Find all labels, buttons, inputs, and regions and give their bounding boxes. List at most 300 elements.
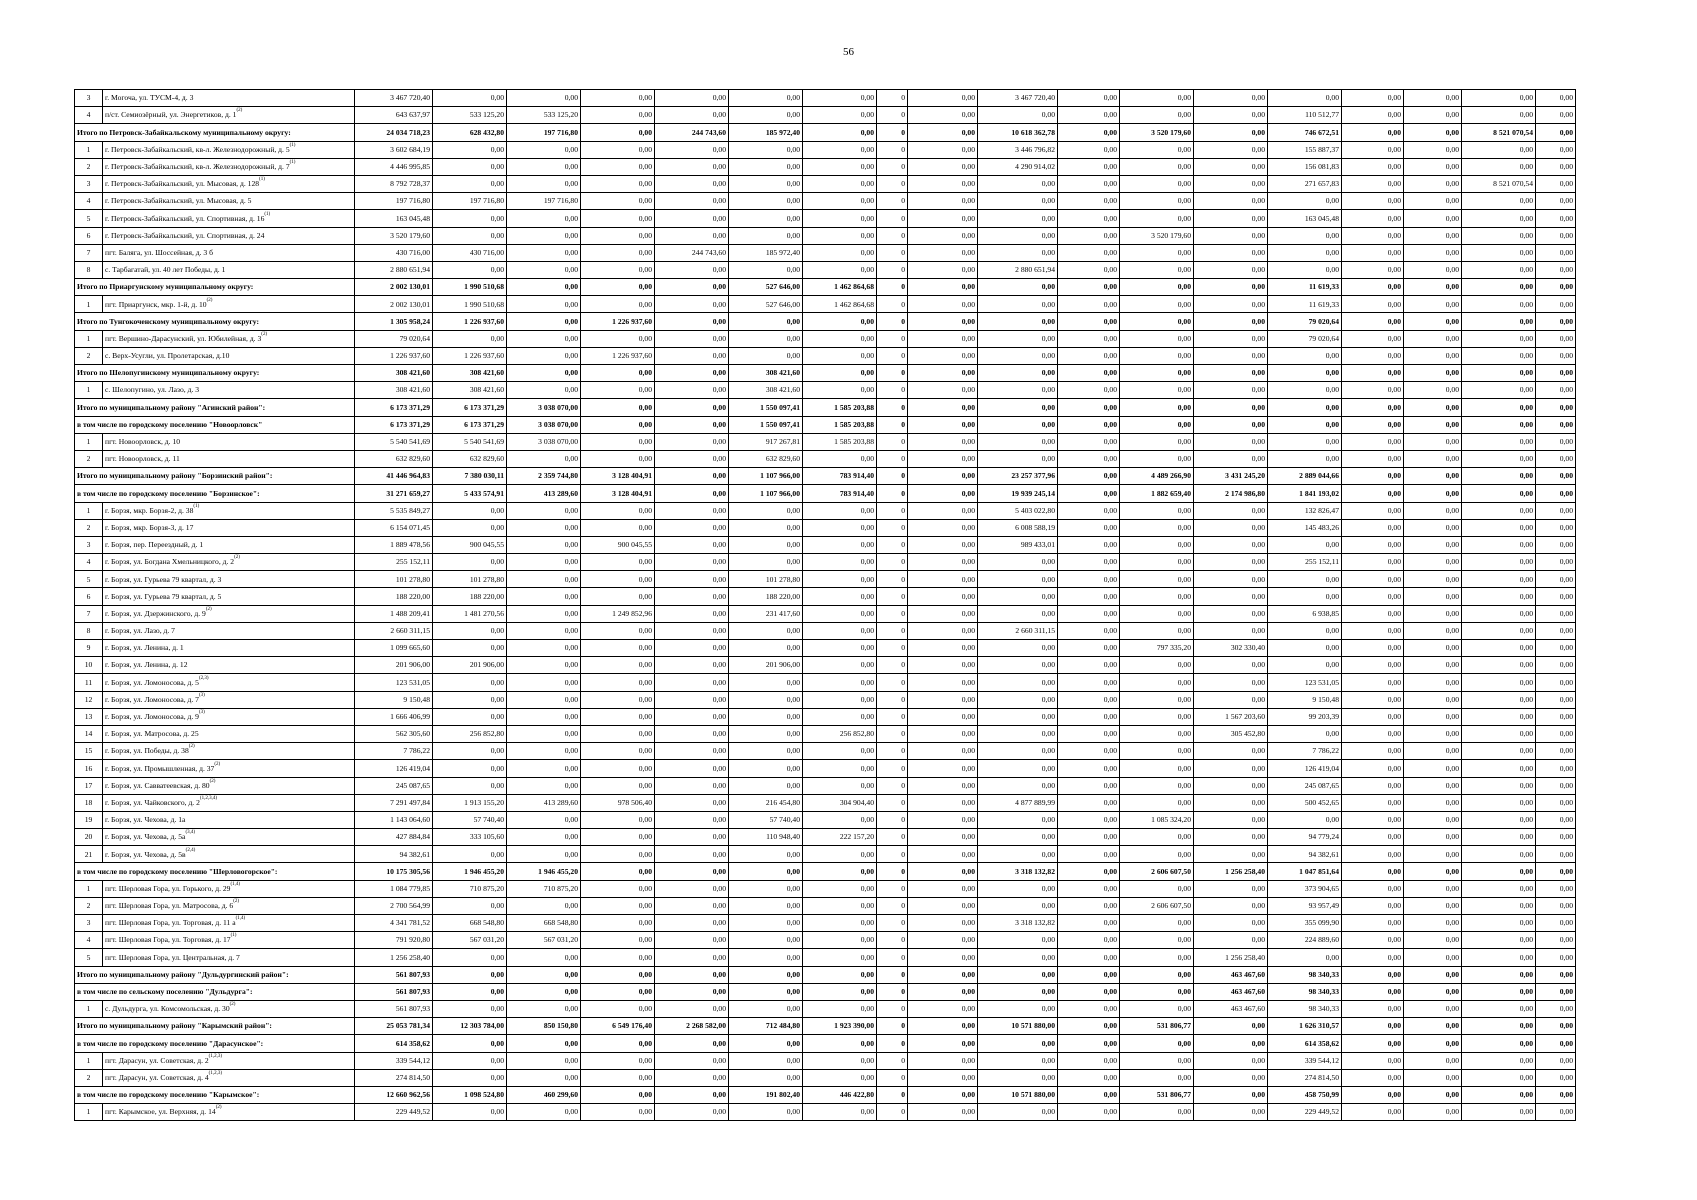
amount-cell: 0,00 [729, 949, 803, 966]
amount-cell: 0,00 [1058, 347, 1120, 364]
amount-cell: 0,00 [655, 880, 729, 897]
table-row [75, 605, 1576, 622]
table-row [75, 193, 1576, 210]
footnote-marker: (1) [193, 503, 200, 509]
amount-cell: 0,00 [1194, 691, 1268, 708]
amount-cell: 3 318 132,82 [978, 863, 1058, 880]
amount-cell: 244 743,60 [655, 244, 729, 261]
amount-cell: 0 [877, 880, 908, 897]
amount-cell: 0,00 [908, 313, 978, 330]
amount-cell: 0,00 [581, 330, 655, 347]
amount-cell: 0,00 [655, 261, 729, 278]
amount-cell: 93 957,49 [1268, 897, 1342, 914]
amount-cell: 0 [877, 1035, 908, 1052]
table-row [75, 296, 1576, 313]
amount-cell: 0,00 [1194, 811, 1268, 828]
amount-cell: 304 904,40 [803, 794, 877, 811]
amount-cell: 0,00 [1404, 244, 1462, 261]
amount-cell: 0,00 [1194, 433, 1268, 450]
amount-cell: 0,00 [1404, 983, 1462, 1000]
address-text: г. Борзя, ул. Гурьева 79 квартал, д. 5 [105, 591, 222, 601]
amount-cell: 0,00 [1536, 949, 1576, 966]
amount-cell: 216 454,80 [729, 794, 803, 811]
amount-cell: 0,00 [908, 708, 978, 725]
amount-cell: 0,00 [1404, 227, 1462, 244]
amount-cell: 567 031,20 [433, 932, 507, 949]
address-text: г. Петровск-Забайкальский, кв-л. Железнодорожный, д. 5 [105, 144, 290, 154]
amount-cell: 0 [877, 571, 908, 588]
address-text: г. Борзя, мкр. Борзя-3, д. 17 [105, 522, 194, 532]
amount-cell: 0,00 [1342, 777, 1404, 794]
amount-cell: 0,00 [507, 708, 581, 725]
amount-cell: 0,00 [1536, 468, 1576, 485]
amount-cell: 0,00 [978, 227, 1058, 244]
amount-cell: 0 [877, 932, 908, 949]
amount-cell: 797 335,20 [1120, 640, 1194, 657]
amount-cell: 2 002 130,01 [355, 279, 433, 296]
amount-cell: 0,00 [655, 536, 729, 553]
amount-cell: 463 467,60 [1194, 1000, 1268, 1017]
amount-cell: 0,00 [803, 1052, 877, 1069]
amount-cell: 0,00 [1194, 90, 1268, 107]
amount-cell: 0 [877, 433, 908, 450]
amount-cell: 0,00 [1268, 382, 1342, 399]
amount-cell: 0,00 [978, 588, 1058, 605]
subtotal-row [75, 1018, 1576, 1035]
amount-cell: 0,00 [803, 141, 877, 158]
amount-cell: 0,00 [1058, 416, 1120, 433]
amount-cell: 98 340,33 [1268, 1000, 1342, 1017]
amount-cell: 12 303 784,00 [433, 1018, 507, 1035]
amount-cell: 0,00 [1342, 674, 1404, 691]
amount-cell: 0,00 [1462, 210, 1536, 227]
amount-cell: 0,00 [908, 880, 978, 897]
amount-cell: 274 814,50 [355, 1069, 433, 1086]
amount-cell: 3 467 720,40 [978, 90, 1058, 107]
amount-cell: 0,00 [1462, 1086, 1536, 1103]
amount-cell: 0,00 [978, 811, 1058, 828]
amount-cell: 0,00 [433, 519, 507, 536]
amount-cell: 0,00 [1268, 450, 1342, 467]
amount-cell: 0,00 [1536, 416, 1576, 433]
amount-cell: 0,00 [1194, 1052, 1268, 1069]
amount-cell: 0,00 [978, 1052, 1058, 1069]
amount-cell: 201 906,00 [729, 657, 803, 674]
amount-cell: 0,00 [1404, 175, 1462, 192]
amount-cell: 0,00 [1120, 725, 1194, 742]
amount-cell: 163 045,48 [1268, 210, 1342, 227]
row-index: 1 [75, 1052, 103, 1069]
amount-cell: 244 743,60 [655, 124, 729, 141]
amount-cell: 632 829,60 [355, 450, 433, 467]
amount-cell: 0,00 [1194, 1104, 1268, 1121]
amount-cell: 0,00 [908, 107, 978, 124]
amount-cell: 0 [877, 760, 908, 777]
amount-cell: 0,00 [1058, 915, 1120, 932]
row-index: 8 [75, 622, 103, 639]
amount-cell: 0,00 [1536, 210, 1576, 227]
footnote-marker: (1) [289, 142, 296, 148]
amount-cell: 0,00 [1462, 571, 1536, 588]
amount-cell: 0,00 [1058, 983, 1120, 1000]
address-text: г. Борзя, ул. Ломоносова, д. 7 [105, 694, 199, 704]
amount-cell: 25 053 781,34 [355, 1018, 433, 1035]
amount-cell: 1 841 193,02 [1268, 485, 1342, 502]
table-row [75, 1052, 1576, 1069]
amount-cell: 0,00 [1194, 760, 1268, 777]
amount-cell: 0,00 [1268, 399, 1342, 416]
amount-cell: 1 226 937,60 [355, 347, 433, 364]
amount-cell: 0,00 [1268, 657, 1342, 674]
row-index: 10 [75, 657, 103, 674]
footnote-marker: (3,4) [185, 830, 196, 836]
amount-cell: 0,00 [1058, 227, 1120, 244]
row-index: 13 [75, 708, 103, 725]
amount-cell: 0,00 [1268, 227, 1342, 244]
amount-cell: 2 268 582,00 [655, 1018, 729, 1035]
amount-cell: 0,00 [908, 983, 978, 1000]
amount-cell: 0,00 [655, 1035, 729, 1052]
amount-cell: 4 489 266,90 [1120, 468, 1194, 485]
amount-cell: 0,00 [1462, 347, 1536, 364]
amount-cell: 0,00 [1536, 175, 1576, 192]
amount-cell: 0,00 [1536, 90, 1576, 107]
amount-cell: 11 619,33 [1268, 279, 1342, 296]
amount-cell: 0,00 [978, 829, 1058, 846]
amount-cell: 0,00 [978, 760, 1058, 777]
amount-cell: 0,00 [433, 674, 507, 691]
amount-cell: 8 521 070,54 [1462, 175, 1536, 192]
amount-cell: 0 [877, 863, 908, 880]
amount-cell: 0,00 [1342, 1104, 1404, 1121]
amount-cell: 245 087,65 [1268, 777, 1342, 794]
amount-cell: 917 267,81 [729, 433, 803, 450]
amount-cell: 0,00 [1058, 966, 1120, 983]
amount-cell: 0,00 [803, 210, 877, 227]
amount-cell: 0,00 [1194, 347, 1268, 364]
amount-cell: 188 220,00 [729, 588, 803, 605]
amount-cell: 0,00 [581, 777, 655, 794]
amount-cell: 0,00 [803, 382, 877, 399]
amount-cell: 0,00 [507, 897, 581, 914]
amount-cell: 0,00 [507, 313, 581, 330]
amount-cell: 1 585 203,88 [803, 416, 877, 433]
amount-cell: 5 540 541,69 [355, 433, 433, 450]
row-index: 5 [75, 949, 103, 966]
amount-cell: 0,00 [908, 210, 978, 227]
amount-cell: 0,00 [908, 949, 978, 966]
address-cell [103, 1069, 355, 1086]
amount-cell: 0,00 [1462, 141, 1536, 158]
amount-cell: 0,00 [1404, 365, 1462, 382]
amount-cell: 0,00 [581, 279, 655, 296]
table-row [75, 829, 1576, 846]
amount-cell: 0,00 [908, 691, 978, 708]
table-row [75, 949, 1576, 966]
amount-cell: 900 045,55 [581, 536, 655, 553]
subtotal-label: в том числе по городскому поселению "Карымское": [75, 1086, 355, 1103]
footnote-marker: (1) [259, 177, 265, 183]
amount-cell: 2 889 044,66 [1268, 468, 1342, 485]
amount-cell: 0,00 [1342, 605, 1404, 622]
amount-cell: 0,00 [1194, 365, 1268, 382]
row-index: 7 [75, 244, 103, 261]
amount-cell: 0,00 [1058, 949, 1120, 966]
amount-cell: 3 128 404,91 [581, 485, 655, 502]
amount-cell: 101 278,80 [433, 571, 507, 588]
amount-cell: 94 382,61 [355, 846, 433, 863]
amount-cell: 0,00 [978, 949, 1058, 966]
amount-cell: 0,00 [433, 141, 507, 158]
amount-cell: 0,00 [1342, 829, 1404, 846]
amount-cell: 0,00 [1194, 880, 1268, 897]
footnote-marker: (2,3) [198, 675, 209, 681]
amount-cell: 0,00 [433, 210, 507, 227]
amount-cell: 0,00 [978, 691, 1058, 708]
amount-cell: 308 421,60 [355, 365, 433, 382]
amount-cell: 0,00 [655, 932, 729, 949]
amount-cell: 561 807,93 [355, 966, 433, 983]
amount-cell: 0,00 [729, 1000, 803, 1017]
amount-cell: 0,00 [1194, 915, 1268, 932]
amount-cell: 0,00 [803, 227, 877, 244]
amount-cell: 1 550 097,41 [729, 416, 803, 433]
amount-cell: 0,00 [1342, 1052, 1404, 1069]
amount-cell: 0,00 [581, 1052, 655, 1069]
address-cell [103, 674, 355, 691]
address-cell [103, 193, 355, 210]
amount-cell: 0,00 [1536, 1035, 1576, 1052]
address-text: пгт. Новоорловск, д. 10 [105, 437, 181, 447]
amount-cell: 201 906,00 [433, 657, 507, 674]
amount-cell: 0,00 [908, 261, 978, 278]
amount-cell: 0,00 [1536, 261, 1576, 278]
subtotal-row [75, 468, 1576, 485]
amount-cell: 0 [877, 743, 908, 760]
amount-cell: 0,00 [729, 90, 803, 107]
amount-cell: 0,00 [1194, 124, 1268, 141]
amount-cell: 5 540 541,69 [433, 433, 507, 450]
amount-cell: 0,00 [1462, 897, 1536, 914]
amount-cell: 0,00 [581, 966, 655, 983]
amount-cell: 229 449,52 [355, 1104, 433, 1121]
amount-cell: 0,00 [1536, 382, 1576, 399]
amount-cell: 0,00 [655, 330, 729, 347]
amount-cell: 0,00 [1404, 743, 1462, 760]
amount-cell: 0,00 [1342, 897, 1404, 914]
amount-cell: 101 278,80 [729, 571, 803, 588]
amount-cell: 0,00 [581, 829, 655, 846]
subtotal-label: в том числе по городскому поселению "Новоорловск" [75, 416, 355, 433]
amount-cell: 0,00 [581, 932, 655, 949]
amount-cell: 632 829,60 [729, 450, 803, 467]
row-index: 19 [75, 811, 103, 828]
amount-cell: 197 716,80 [507, 193, 581, 210]
amount-cell: 0,00 [803, 90, 877, 107]
row-index: 1 [75, 141, 103, 158]
amount-cell: 0 [877, 897, 908, 914]
amount-cell: 0,00 [1058, 210, 1120, 227]
amount-cell: 0,00 [803, 949, 877, 966]
address-text: г. Петровск-Забайкальский, ул. Мысовая, д. 5 [105, 196, 252, 206]
amount-cell: 0,00 [1058, 485, 1120, 502]
amount-cell: 0,00 [1536, 244, 1576, 261]
amount-cell: 8 792 728,37 [355, 175, 433, 192]
amount-cell: 6 008 588,19 [978, 519, 1058, 536]
amount-cell: 0,00 [1462, 399, 1536, 416]
table-row [75, 158, 1576, 175]
row-index: 1 [75, 502, 103, 519]
address-text: г. Борзя, ул. Чехова, д. 5а [105, 832, 186, 842]
amount-cell: 10 175 305,56 [355, 863, 433, 880]
amount-cell: 0 [877, 794, 908, 811]
amount-cell: 783 914,40 [803, 485, 877, 502]
address-cell [103, 846, 355, 863]
amount-cell: 0,00 [1268, 725, 1342, 742]
amount-cell: 0,00 [581, 193, 655, 210]
amount-cell: 0,00 [1058, 605, 1120, 622]
amount-cell: 0,00 [1536, 399, 1576, 416]
amount-cell: 0,00 [655, 691, 729, 708]
amount-cell: 0,00 [1462, 450, 1536, 467]
amount-cell: 0,00 [1120, 296, 1194, 313]
amount-cell: 229 449,52 [1268, 1104, 1342, 1121]
amount-cell: 0,00 [1462, 107, 1536, 124]
amount-cell: 0 [877, 502, 908, 519]
row-index: 1 [75, 433, 103, 450]
amount-cell: 0,00 [433, 554, 507, 571]
amount-cell: 0,00 [908, 90, 978, 107]
amount-cell: 0 [877, 1086, 908, 1103]
amount-cell: 231 417,60 [729, 605, 803, 622]
amount-cell: 0,00 [1404, 674, 1462, 691]
footnote-marker: (3) [198, 692, 205, 698]
amount-cell: 0,00 [1120, 1000, 1194, 1017]
amount-cell: 0,00 [1404, 502, 1462, 519]
amount-cell: 0,00 [655, 502, 729, 519]
amount-cell: 0,00 [1268, 261, 1342, 278]
address-cell [103, 571, 355, 588]
amount-cell: 0,00 [433, 846, 507, 863]
amount-cell: 0,00 [1404, 347, 1462, 364]
table-row [75, 897, 1576, 914]
amount-cell: 0,00 [908, 640, 978, 657]
amount-cell: 0,00 [1194, 777, 1268, 794]
address-text: г. Борзя, ул. Победы, д. 38 [105, 746, 189, 756]
amount-cell: 0,00 [803, 193, 877, 210]
amount-cell: 0,00 [729, 1052, 803, 1069]
amount-cell: 308 421,60 [355, 382, 433, 399]
amount-cell: 0,00 [803, 244, 877, 261]
address-text: пгт. Вершино-Дарасунский, ул. Юбилейная, д. 3 [105, 333, 262, 343]
row-index: 18 [75, 794, 103, 811]
amount-cell: 0,00 [655, 725, 729, 742]
amount-cell: 0,00 [1404, 1000, 1462, 1017]
amount-cell: 0,00 [1404, 193, 1462, 210]
amount-cell: 0,00 [1058, 502, 1120, 519]
amount-cell: 0,00 [1462, 485, 1536, 502]
amount-cell: 339 544,12 [355, 1052, 433, 1069]
amount-cell: 2 880 651,94 [978, 261, 1058, 278]
address-text: г. Борзя, ул. Промышленная, д. 37 [105, 763, 215, 773]
address-text: пгт. Новоорловск, д. 11 [105, 454, 180, 464]
amount-cell: 305 452,80 [1194, 725, 1268, 742]
amount-cell: 3 446 796,82 [978, 141, 1058, 158]
table-row [75, 450, 1576, 467]
amount-cell: 0,00 [729, 622, 803, 639]
amount-cell: 0,00 [908, 158, 978, 175]
amount-cell: 0,00 [581, 244, 655, 261]
row-index: 4 [75, 107, 103, 124]
amount-cell: 0,00 [1120, 760, 1194, 777]
amount-cell: 0,00 [1342, 743, 1404, 760]
amount-cell: 0,00 [803, 657, 877, 674]
amount-cell: 0,00 [1404, 863, 1462, 880]
amount-cell: 0,00 [1120, 244, 1194, 261]
amount-cell: 0,00 [978, 605, 1058, 622]
amount-cell: 0,00 [655, 915, 729, 932]
amount-cell: 0,00 [581, 691, 655, 708]
address-text: пгт. Приаргунск, мкр. 1-й, д. 10 [105, 299, 207, 309]
amount-cell: 0,00 [908, 846, 978, 863]
address-text: г. Борзя, ул. Чайковского, д. 2 [105, 797, 200, 807]
row-index: 5 [75, 571, 103, 588]
amount-cell: 463 467,60 [1194, 983, 1268, 1000]
amount-cell: 0,00 [1058, 519, 1120, 536]
amount-cell: 1 226 937,60 [433, 347, 507, 364]
amount-cell: 0,00 [1404, 725, 1462, 742]
amount-cell: 0,00 [1404, 141, 1462, 158]
address-text: г. Борзя, пер. Переездный, д. 1 [105, 540, 204, 550]
subtotal-label: в том числе по городскому поселению "Дарасунское": [75, 1035, 355, 1052]
amount-cell: 0,00 [803, 811, 877, 828]
amount-cell: 0,00 [581, 175, 655, 192]
address-text: г. Борзя, ул. Лазо, д. 7 [105, 626, 175, 636]
footnote-marker: (1,4) [235, 916, 246, 922]
amount-cell: 0,00 [978, 399, 1058, 416]
amount-cell: 0,00 [908, 1035, 978, 1052]
address-text: с. Дульдурга, ул. Комсомольская, д. 30 [105, 1004, 230, 1014]
amount-cell: 0,00 [1194, 1069, 1268, 1086]
amount-cell: 0,00 [729, 1104, 803, 1121]
amount-cell: 0,00 [908, 897, 978, 914]
address-cell [103, 433, 355, 450]
amount-cell: 0 [877, 708, 908, 725]
amount-cell: 0,00 [1058, 536, 1120, 553]
table-row [75, 708, 1576, 725]
amount-cell: 0,00 [433, 158, 507, 175]
amount-cell: 0,00 [581, 1104, 655, 1121]
amount-cell: 0,00 [1194, 657, 1268, 674]
amount-cell: 1 488 209,41 [355, 605, 433, 622]
amount-cell: 255 152,11 [355, 554, 433, 571]
address-cell [103, 244, 355, 261]
amount-cell: 0,00 [507, 365, 581, 382]
amount-cell: 0,00 [581, 588, 655, 605]
table-row [75, 588, 1576, 605]
amount-cell: 0,00 [1342, 640, 1404, 657]
amount-cell: 0 [877, 296, 908, 313]
amount-cell: 2 359 744,80 [507, 468, 581, 485]
amount-cell: 850 150,80 [507, 1018, 581, 1035]
amount-cell: 0,00 [729, 932, 803, 949]
amount-cell: 0,00 [1120, 1069, 1194, 1086]
amount-cell: 123 531,05 [1268, 674, 1342, 691]
table-row [75, 760, 1576, 777]
amount-cell: 0,00 [655, 760, 729, 777]
row-index: 9 [75, 640, 103, 657]
row-index: 6 [75, 227, 103, 244]
